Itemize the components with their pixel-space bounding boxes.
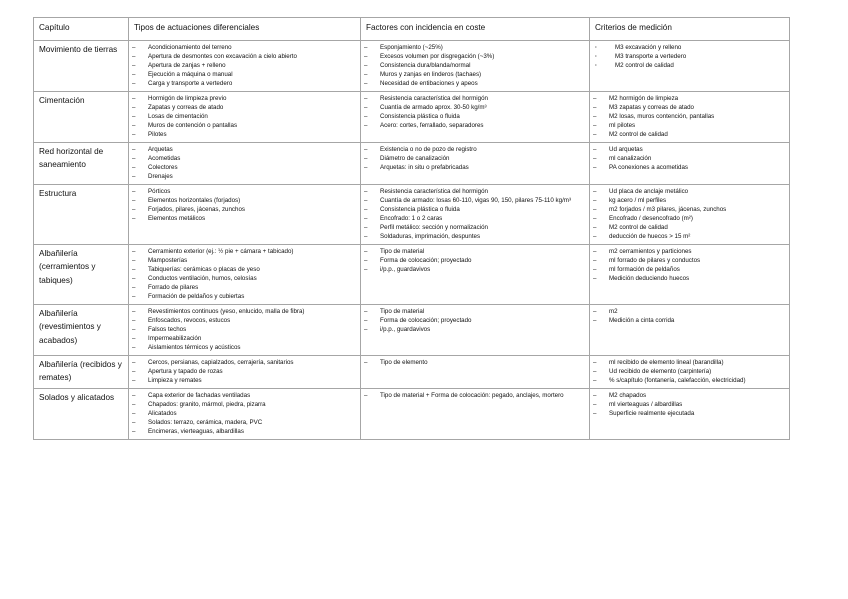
list-item: – Tipo de material + Forma de colocación: pegado, anclajes, mortero: [364, 391, 586, 400]
tipos-list: [132, 43, 357, 88]
list-item: – i/p.p., guardavivos: [364, 325, 586, 334]
list-item: – M2 control de calidad: [593, 130, 786, 139]
list-item: – Cerramiento exterior (ej.: ½ pie + cámara + tabicado): [132, 247, 357, 256]
list-item: · M3 excavación y relleno: [593, 43, 786, 52]
list-item: – Resistencia característica del hormigón: [364, 94, 586, 103]
chapter-name: Cimentación: [34, 92, 129, 143]
criterios-cell: [590, 305, 790, 356]
criterios-list: [593, 247, 786, 283]
measurement-criteria-table: [33, 17, 790, 440]
factores-list: [364, 187, 586, 241]
list-item: – Colectores: [132, 163, 357, 172]
tipos-cell: [129, 41, 361, 92]
list-item: – Capa exterior de fachadas ventiladas: [132, 391, 357, 400]
tipos-list: [132, 307, 357, 352]
list-item: · M3 transporte a vertedero: [593, 52, 786, 61]
list-item: – Arquetas: [132, 145, 357, 154]
factores-list: [364, 94, 586, 130]
list-item: – ml forrado de pilares y conductos: [593, 256, 786, 265]
list-item: – Ud arquetas: [593, 145, 786, 154]
table-row: [34, 305, 790, 356]
list-item: – m2 cerramientos y particiones: [593, 247, 786, 256]
list-item: – Muros de contención o pantallas: [132, 121, 357, 130]
list-item: – PA conexiones a acometidas: [593, 163, 786, 172]
factores-cell: [361, 185, 590, 245]
list-item: – i/p.p., guardavivos: [364, 265, 586, 274]
list-item: – Cuantía de armado: losas 60-110, vigas 90, 150, pilares 75-110 kg/m³: [364, 196, 586, 205]
list-item: – Solados: terrazo, cerámica, madera, PVC: [132, 418, 357, 427]
list-item: – Pilotes: [132, 130, 357, 139]
list-item: – Impermeabilización: [132, 334, 357, 343]
criterios-list: [593, 358, 786, 385]
factores-cell: [361, 92, 590, 143]
chapter-name: Red horizontal de saneamiento: [34, 143, 129, 185]
list-item: – Revestimientos continuos (yeso, enlucido, malla de fibra): [132, 307, 357, 316]
list-item: – M3 zapatas y correas de atado: [593, 103, 786, 112]
table-row: [34, 245, 790, 305]
tipos-cell: [129, 356, 361, 389]
criterios-cell: [590, 185, 790, 245]
list-item: – Acometidas: [132, 154, 357, 163]
list-item: – Existencia o no de pozo de registro: [364, 145, 586, 154]
list-item: – Ejecución a máquina o manual: [132, 70, 357, 79]
criterios-cell: [590, 92, 790, 143]
list-item: – M2 hormigón de limpieza: [593, 94, 786, 103]
list-item: – Cuantía de armado aprox. 30-50 kg/m³: [364, 103, 586, 112]
list-item: – Pórticos: [132, 187, 357, 196]
criterios-list: [593, 145, 786, 172]
list-item: – Excesos volumen por disgregación (~3%): [364, 52, 586, 61]
factores-cell: [361, 143, 590, 185]
factores-list: [364, 307, 586, 334]
factores-list: [364, 247, 586, 274]
tipos-list: [132, 391, 357, 436]
list-item: – Limpieza y remates: [132, 376, 357, 385]
list-item: · M2 control de calidad: [593, 61, 786, 70]
list-item: – Falsos techos: [132, 325, 357, 334]
list-item: – Arquetas: in situ o prefabricadas: [364, 163, 586, 172]
list-item: – kg acero / ml perfiles: [593, 196, 786, 205]
list-item: – % s/capítulo (fontanería, calefacción, electricidad): [593, 376, 786, 385]
chapter-name: Albañilería (revestimientos y acabados): [34, 305, 129, 356]
list-item: – Consistencia plástica o fluida: [364, 112, 586, 121]
list-item: – Cercos, persianas, capialzados, cerrajería, sanitarios: [132, 358, 357, 367]
list-item: – Encofrado: 1 o 2 caras: [364, 214, 586, 223]
criterios-list: [593, 391, 786, 418]
list-item: – Mamposterías: [132, 256, 357, 265]
tipos-cell: [129, 92, 361, 143]
table-row: [34, 185, 790, 245]
list-item: – Perfil metálico: sección y normalización: [364, 223, 586, 232]
header-criterios: Criterios de medición: [590, 18, 790, 41]
tipos-cell: [129, 185, 361, 245]
factores-cell: [361, 389, 590, 440]
tipos-list: [132, 358, 357, 385]
table-row: [34, 92, 790, 143]
factores-cell: [361, 41, 590, 92]
list-item: – Enfoscados, revocos, estucos: [132, 316, 357, 325]
criterios-cell: [590, 389, 790, 440]
list-item: – ml recibido de elemento lineal (barandilla): [593, 358, 786, 367]
list-item: – Tipo de elemento: [364, 358, 586, 367]
criterios-list: [593, 307, 786, 325]
chapter-name: Albañilería (cerramientos y tabiques): [34, 245, 129, 305]
criterios-list: [593, 187, 786, 241]
list-item: – Aislamientos térmicos y acústicos: [132, 343, 357, 352]
factores-list: [364, 391, 586, 400]
list-item: – ml canalización: [593, 154, 786, 163]
list-item: – Chapados: granito, mármol, piedra, pizarra: [132, 400, 357, 409]
tipos-cell: [129, 245, 361, 305]
chapter-name: Estructura: [34, 185, 129, 245]
list-item: – Acondicionamiento del terreno: [132, 43, 357, 52]
list-item: – Hormigón de limpieza previo: [132, 94, 357, 103]
table-body: [34, 41, 790, 440]
header-capitulo: Capítulo: [34, 18, 129, 41]
factores-list: [364, 358, 586, 367]
list-item: – ml pilotes: [593, 121, 786, 130]
list-item: – Forma de colocación; proyectado: [364, 256, 586, 265]
list-item: – m2: [593, 307, 786, 316]
list-item: – Losas de cimentación: [132, 112, 357, 121]
header-tipos: Tipos de actuaciones diferenciales: [129, 18, 361, 41]
list-item: – Formación de peldaños y cubiertas: [132, 292, 357, 301]
list-item: – M2 chapados: [593, 391, 786, 400]
list-item: – Elementos horizontales (forjados): [132, 196, 357, 205]
criterios-cell: [590, 245, 790, 305]
list-item: – Forjados, pilares, jácenas, zunchos: [132, 205, 357, 214]
factores-list: [364, 43, 586, 88]
list-item: – Esponjamiento (~25%): [364, 43, 586, 52]
list-item: – ml formación de peldaños: [593, 265, 786, 274]
list-item: – Encimeras, vierteaguas, albardillas: [132, 427, 357, 436]
table-row: [34, 143, 790, 185]
list-item: – Medición a cinta corrida: [593, 316, 786, 325]
list-item: – Elementos metálicos: [132, 214, 357, 223]
criterios-cell: [590, 356, 790, 389]
factores-cell: [361, 305, 590, 356]
criterios-list: [593, 94, 786, 139]
tipos-list: [132, 247, 357, 301]
list-item: – M2 losas, muros contención, pantallas: [593, 112, 786, 121]
table-row: [34, 389, 790, 440]
list-item: – ml vierteaguas / albardillas: [593, 400, 786, 409]
list-item: – Ud placa de anclaje metálico: [593, 187, 786, 196]
criterios-list: [593, 43, 786, 70]
chapter-name: Solados y alicatados: [34, 389, 129, 440]
list-item: – Carga y transporte a vertedero: [132, 79, 357, 88]
tipos-cell: [129, 143, 361, 185]
list-item: – Tabiquerías: cerámicas o placas de yeso: [132, 265, 357, 274]
list-item: – m2 forjados / m3 pilares, jácenas, zunchos: [593, 205, 786, 214]
list-item: – Forma de colocación; proyectado: [364, 316, 586, 325]
document-page: [33, 17, 789, 440]
list-item: – Diámetro de canalización: [364, 154, 586, 163]
tipos-list: [132, 187, 357, 223]
list-item: – Tipo de material: [364, 307, 586, 316]
criterios-cell: [590, 41, 790, 92]
list-item: – Zapatas y correas de atado: [132, 103, 357, 112]
list-item: – Tipo de material: [364, 247, 586, 256]
list-item: – Consistencia dura/blanda/normal: [364, 61, 586, 70]
table-row: [34, 41, 790, 92]
list-item: – Forrado de pilares: [132, 283, 357, 292]
list-item: – Apertura de zanjas + relleno: [132, 61, 357, 70]
list-item: – Consistencia plástica o fluida: [364, 205, 586, 214]
list-item: – Muros y zanjas en linderos (tachaes): [364, 70, 586, 79]
list-item: – Apertura y tapado de rozas: [132, 367, 357, 376]
list-item: – Medición deduciendo huecos: [593, 274, 786, 283]
list-item: – Superficie realmente ejecutada: [593, 409, 786, 418]
list-item: – Acero: cortes, ferrallado, separadores: [364, 121, 586, 130]
factores-cell: [361, 245, 590, 305]
tipos-list: [132, 145, 357, 181]
table-row: [34, 356, 790, 389]
list-item: – Soldaduras, imprimación, despuntes: [364, 232, 586, 241]
list-item: – Drenajes: [132, 172, 357, 181]
list-item: – Conductos ventilación, humos, celosías: [132, 274, 357, 283]
list-item: – deducción de huecos > 15 m²: [593, 232, 786, 241]
list-item: – Resistencia característica del hormigón: [364, 187, 586, 196]
chapter-name: Movimiento de tierras: [34, 41, 129, 92]
list-item: – Encofrado / desencofrado (m²): [593, 214, 786, 223]
criterios-cell: [590, 143, 790, 185]
list-item: – Necesidad de entibaciones y apeos: [364, 79, 586, 88]
list-item: – Ud recibido de elemento (carpintería): [593, 367, 786, 376]
tipos-list: [132, 94, 357, 139]
factores-cell: [361, 356, 590, 389]
list-item: – Alicatados: [132, 409, 357, 418]
list-item: – M2 control de calidad: [593, 223, 786, 232]
chapter-name: Albañilería (recibidos y remates): [34, 356, 129, 389]
table-header-row: [34, 18, 790, 41]
tipos-cell: [129, 305, 361, 356]
header-factores: Factores con incidencia en coste: [361, 18, 590, 41]
factores-list: [364, 145, 586, 172]
tipos-cell: [129, 389, 361, 440]
list-item: – Apertura de desmontes con excavación a cielo abierto: [132, 52, 357, 61]
